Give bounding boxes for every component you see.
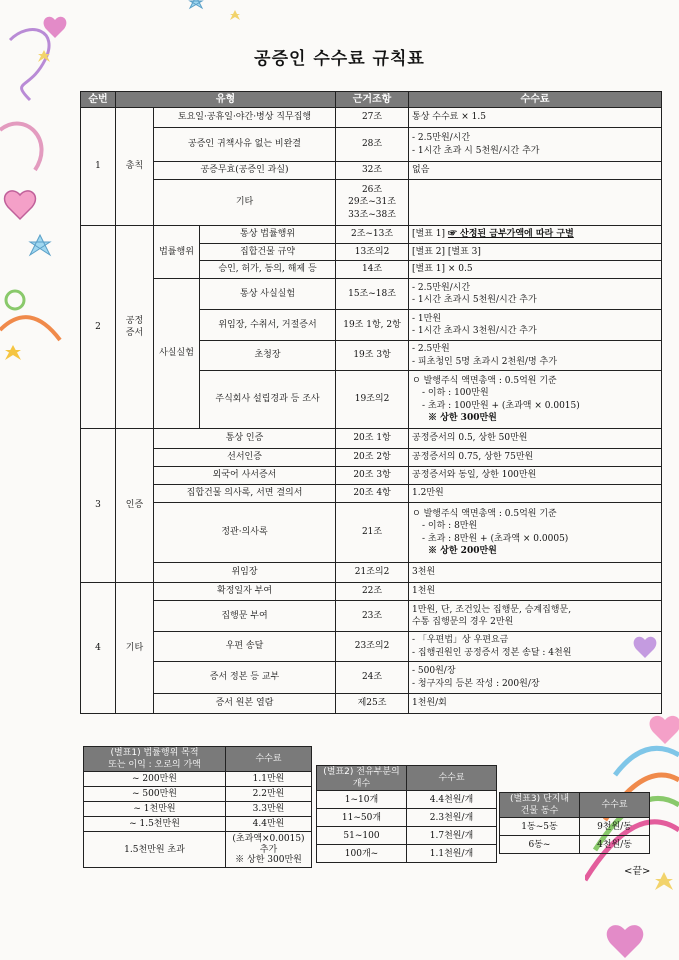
table-row [81,226,662,244]
row-basis: 20조 2항 [336,449,409,467]
header-no: 순번 [81,92,116,108]
row-type: 외국어 사서증서 [154,467,336,485]
table-row [81,662,662,694]
category-line: 공정 [125,315,144,326]
basis-line: 33조~38조 [348,209,396,220]
row-fee: 1.2만원 [409,485,662,503]
row-basis: 19조 1항, 2항 [336,310,409,341]
row-fee [409,180,662,226]
row-fee: 공정증서의 0.5, 상한 50만원 [409,429,662,449]
cell-fee: 4천원/동 [580,836,650,854]
row-basis: 27조 [336,108,409,128]
cell-fee: 2.3천원/개 [407,809,497,827]
row-basis: 22조 [336,583,409,601]
row-basis: 28조 [336,128,409,162]
row-type: 우편 송달 [154,632,336,662]
table-row [81,601,662,632]
table-row [81,503,662,563]
header-count [317,766,407,791]
cell-range: ~ 500만원 [84,787,226,802]
fee-line: - 피초청인 5명 초과시 2천원/명 추가 [412,356,557,367]
table-row [81,467,662,485]
fee-line: - 2.5만원 [412,344,450,355]
appendix-table-3 [499,792,650,854]
fee-ref: [별표 1] [412,229,446,240]
fee-line: (초과액×0.0015) [232,834,305,845]
row-type: 통상 사실실험 [200,279,336,310]
row-type: 공증무효(공증인 과실) [154,162,336,180]
fee-line: - 1만원 [412,313,442,324]
end-mark: <끝> [624,866,651,877]
row-basis: 20조 4항 [336,485,409,503]
row-fee [409,662,662,694]
row-type: 공증인 귀책사유 없는 비완결 [154,128,336,162]
row-fee: [별표 2] [별표 3] [409,244,662,261]
row-fee: 통상 수수료 × 1.5 [409,108,662,128]
row-fee [409,503,662,563]
table-row [81,632,662,662]
row-fee [409,371,662,429]
table-row [500,818,650,836]
row-basis: 13조의2 [336,244,409,261]
header-fee: 수수료 [409,92,662,108]
row-type: 집행문 부여 [154,601,336,632]
cell-range: 1~10개 [317,791,407,809]
fee-line: ※ 상한 300만원 [428,412,497,423]
cell-range: 100개~ [317,845,407,863]
row-type: 확정일자 부여 [154,583,336,601]
basis-line: 29조~31조 [348,197,396,208]
cell-fee: 2.2만원 [226,787,312,802]
appendix-table-2 [316,765,497,863]
row-type: 증서 정본 등 교부 [154,662,336,694]
group-category: 인증 [116,429,154,583]
group-number: 4 [81,583,116,714]
header-fee: 수수료 [407,766,497,791]
fee-note: ☞ 산정된 금부가액에 따라 구별 [447,229,574,240]
header-line: (별표1) 법률행위 목적 [110,748,199,758]
row-fee: 3천원 [409,563,662,583]
fee-line: - 집행권원인 공정증서 정본 송달 : 4천원 [412,647,572,658]
row-basis: 15조~18조 [336,279,409,310]
table-row [317,827,497,845]
cell-range: ~ 1천만원 [84,802,226,817]
table-row [84,772,312,787]
row-type: 통상 법률행위 [200,226,336,244]
fee-line: 1만원, 단, 조건있는 집행문, 승계집행문, [412,604,572,615]
row-type: 주식회사 설립경과 등 조사 [200,371,336,429]
row-fee [409,279,662,310]
page-title: 공증인 수수료 규칙표 [254,49,425,69]
table-row [500,836,650,854]
row-fee [409,341,662,371]
subcategory: 사실실험 [154,279,200,429]
group-category: 총칙 [116,108,154,226]
row-basis: 20조 1항 [336,429,409,449]
cell-range: 6동~ [500,836,580,854]
doodle-decoration-top-icon [80,0,280,40]
table-row [81,583,662,601]
row-type: 초청장 [200,341,336,371]
row-type: 기타 [154,180,336,226]
fee-line: - 2.5만원/시간 [412,133,471,144]
row-fee [409,226,662,244]
table-row [84,832,312,868]
row-fee: 1천원 [409,583,662,601]
fee-table [80,91,662,714]
table-row [81,108,662,128]
row-type: 집합건물 의사록, 서면 결의서 [154,485,336,503]
table-row [81,449,662,467]
fee-line: - 초과 : 8만원 + (초과액 × 0.0005) [422,533,569,544]
row-type: 증서 원본 열람 [154,694,336,714]
row-fee: 없음 [409,162,662,180]
row-basis: 32조 [336,162,409,180]
cell-range: 11~50개 [317,809,407,827]
table-row [81,563,662,583]
fee-line: - 이하 : 8만원 [422,521,478,532]
row-type: 선서인증 [154,449,336,467]
fee-line: - 「우편법」상 우편요금 [412,635,509,646]
table-row [81,429,662,449]
row-basis: 2조~13조 [336,226,409,244]
fee-line: - 이하 : 100만원 [422,388,489,399]
header-fee: 수수료 [580,793,650,818]
row-fee: 1천원/회 [409,694,662,714]
fee-line: ※ 상한 300만원 [235,854,302,865]
fee-line: - 2.5만원/시간 [412,282,471,293]
row-basis: 20조 3항 [336,467,409,485]
row-fee: 공정증서와 동일, 상한 100만원 [409,467,662,485]
fee-line: ㅇ 발행주식 액면총액 : 0.5억원 기준 [412,509,557,520]
group-number: 1 [81,108,116,226]
table-row [81,162,662,180]
fee-line: - 500원/장 [412,666,456,677]
row-basis: 21조의2 [336,563,409,583]
row-basis: 23조 [336,601,409,632]
cell-fee: 1.7천원/개 [407,827,497,845]
table-row [81,180,662,226]
header-fee: 수수료 [226,747,312,772]
appendix-table-1 [83,746,312,868]
row-fee [409,601,662,632]
cell-fee: 9천원/동 [580,818,650,836]
row-type: 위임장 [154,563,336,583]
cell-fee: 3.3만원 [226,802,312,817]
row-basis [336,180,409,226]
table-row [84,817,312,832]
row-type: 승인, 허가, 동의, 해제 등 [200,261,336,279]
row-basis: 24조 [336,662,409,694]
cell-range: ~ 200만원 [84,772,226,787]
fee-line: - 초과 : 100만원 + (초과액 × 0.0015) [422,400,580,411]
header-basis: 근거조항 [336,92,409,108]
row-basis: 제25조 [336,694,409,714]
group-number: 3 [81,429,116,583]
cell-range: 1동~5동 [500,818,580,836]
fee-line: - 1시간 초과시 5천원/시간 추가 [412,295,537,305]
table-row [84,787,312,802]
row-type: 위임장, 수취서, 거절증서 [200,310,336,341]
table-row [81,485,662,503]
row-basis: 19조의2 [336,371,409,429]
header-buildings [500,793,580,818]
row-type: 토요일·공휴일·야간·병상 직무집행 [154,108,336,128]
row-fee [409,128,662,162]
header-line: 또는 이익 : 오로의 가액 [108,760,201,771]
cell-range: 51~100 [317,827,407,845]
header-line: (별표2) 전유부분의 [323,767,400,777]
category-line: 증서 [125,328,144,338]
cell-fee: 4.4천원/개 [407,791,497,809]
group-category [116,226,154,429]
group-category: 기타 [116,583,154,714]
table-row [317,791,497,809]
row-type: 집합건물 규약 [200,244,336,261]
table-row [317,809,497,827]
header-type: 유형 [116,92,336,108]
group-number: 2 [81,226,116,429]
cell-fee: 1.1천원/개 [407,845,497,863]
table-row [81,694,662,714]
table-row [317,845,497,863]
fee-line: 수통 집행문의 경우 2만원 [412,617,514,627]
fee-line: - 1시간 초과시 3천원/시간 추가 [412,326,537,336]
header-line: 건물 동수 [520,806,559,817]
cell-fee: 4.4만원 [226,817,312,832]
fee-line: - 청구자의 등본 작성 : 200원/장 [412,678,540,689]
cell-range: ~ 1.5천만원 [84,817,226,832]
subcategory: 법률행위 [154,226,200,279]
basis-line: 26조 [361,185,383,196]
table-row [84,802,312,817]
table-row [81,128,662,162]
cell-range: 1.5천만원 초과 [84,832,226,868]
cell-fee: 1.1만원 [226,772,312,787]
row-fee: [별표 1] × 0.5 [409,261,662,279]
row-basis: 19조 3항 [336,341,409,371]
cell-fee [226,832,312,868]
table-row [81,279,662,310]
row-type: 통상 인증 [154,429,336,449]
header-line: 개수 [352,779,371,790]
row-fee [409,310,662,341]
header-line: (별표3) 단지내 [509,794,570,804]
row-type: 정관·의사록 [154,503,336,563]
fee-line: ※ 상한 200만원 [428,545,497,556]
row-basis: 21조 [336,503,409,563]
row-fee [409,632,662,662]
fee-line: - 1시간 초과 시 5천원/시간 추가 [412,145,540,156]
header-value [84,747,226,772]
row-basis: 23조의2 [336,632,409,662]
fee-line: ㅇ 발행주식 액면총액 : 0.5억원 기준 [412,376,557,387]
row-basis: 14조 [336,261,409,279]
fee-line: 추가 [259,844,278,855]
row-fee: 공정증서의 0.75, 상한 75만원 [409,449,662,467]
